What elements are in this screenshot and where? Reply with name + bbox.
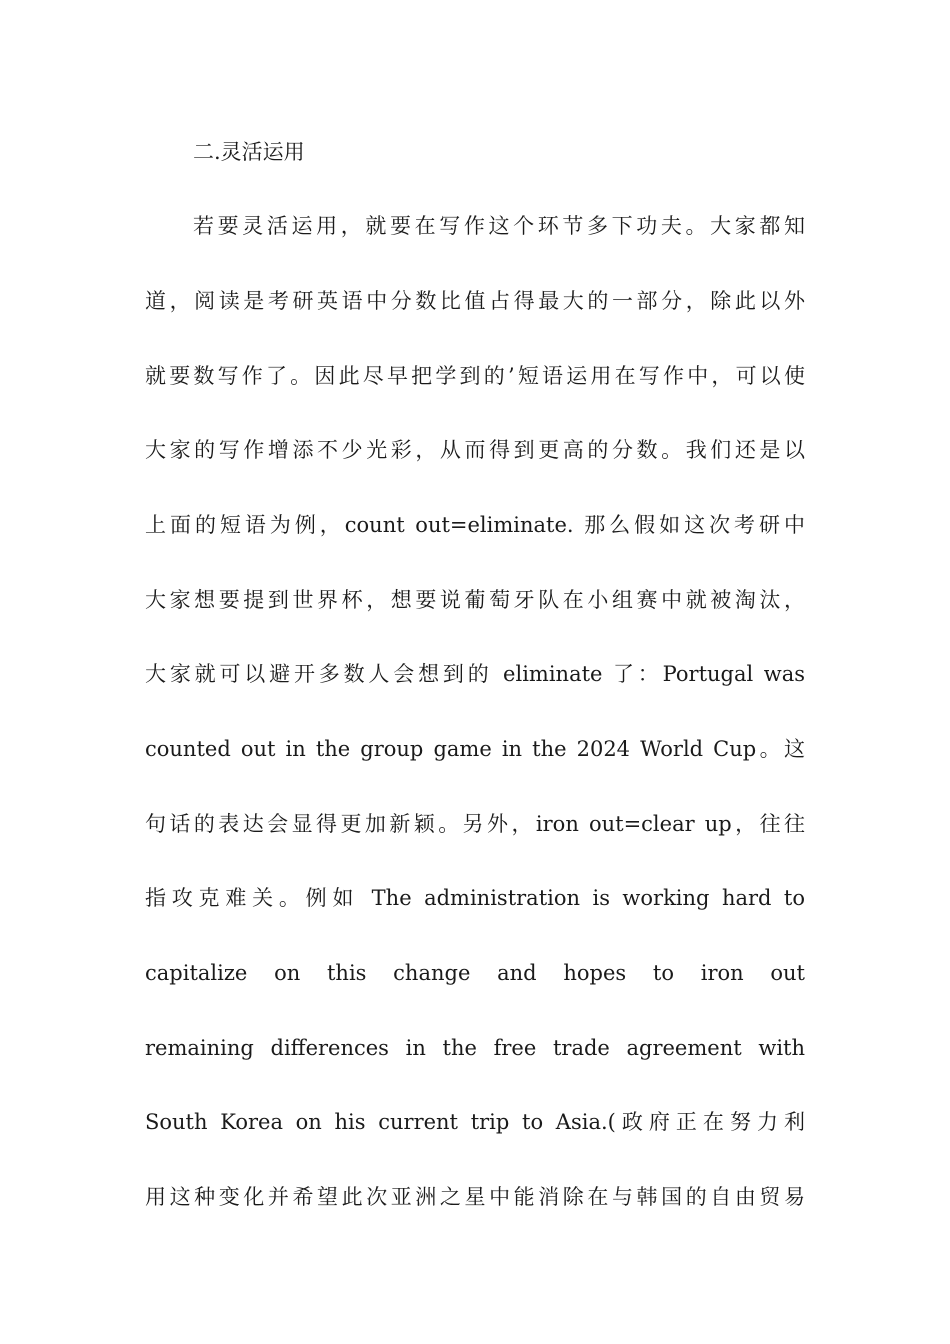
paragraph-line: 指攻克难关。例如 The administration is working hard to	[145, 886, 805, 910]
paragraph-line: 大家想要提到世界杯，想要说葡萄牙队在小组赛中就被淘汰，	[145, 588, 805, 612]
paragraph-line: 大家就可以避开多数人会想到的 eliminate 了：Portugal was	[145, 662, 805, 686]
paragraph-line: 若要灵活运用，就要在写作这个环节多下功夫。大家都知	[193, 214, 805, 238]
paragraph-line: capitalize on this change and hopes to iron out	[145, 961, 805, 985]
paragraph-line: counted out in the group game in the 2024 World Cup。这	[145, 737, 805, 761]
paragraph-line: 道，阅读是考研英语中分数比值占得最大的一部分，除此以外	[145, 289, 805, 313]
section-heading: 二.灵活运用	[193, 140, 305, 164]
paragraph-line: 句话的表达会显得更加新颖。另外，iron out=clear up，往往	[145, 812, 805, 836]
paragraph-line: remaining differences in the free trade agreement with	[145, 1036, 805, 1060]
paragraph-line: 大家的写作增添不少光彩，从而得到更高的分数。我们还是以	[145, 438, 805, 462]
paragraph-line: 就要数写作了。因此尽早把学到的’短语运用在写作中，可以使	[145, 364, 805, 388]
paragraph-line: South Korea on his current trip to Asia.(政府正在努力利	[145, 1110, 805, 1134]
paragraph-line: 用这种变化并希望此次亚洲之星中能消除在与韩国的自由贸易	[145, 1185, 805, 1209]
paragraph-line: 上面的短语为例，count out=eliminate. 那么假如这次考研中	[145, 513, 805, 537]
